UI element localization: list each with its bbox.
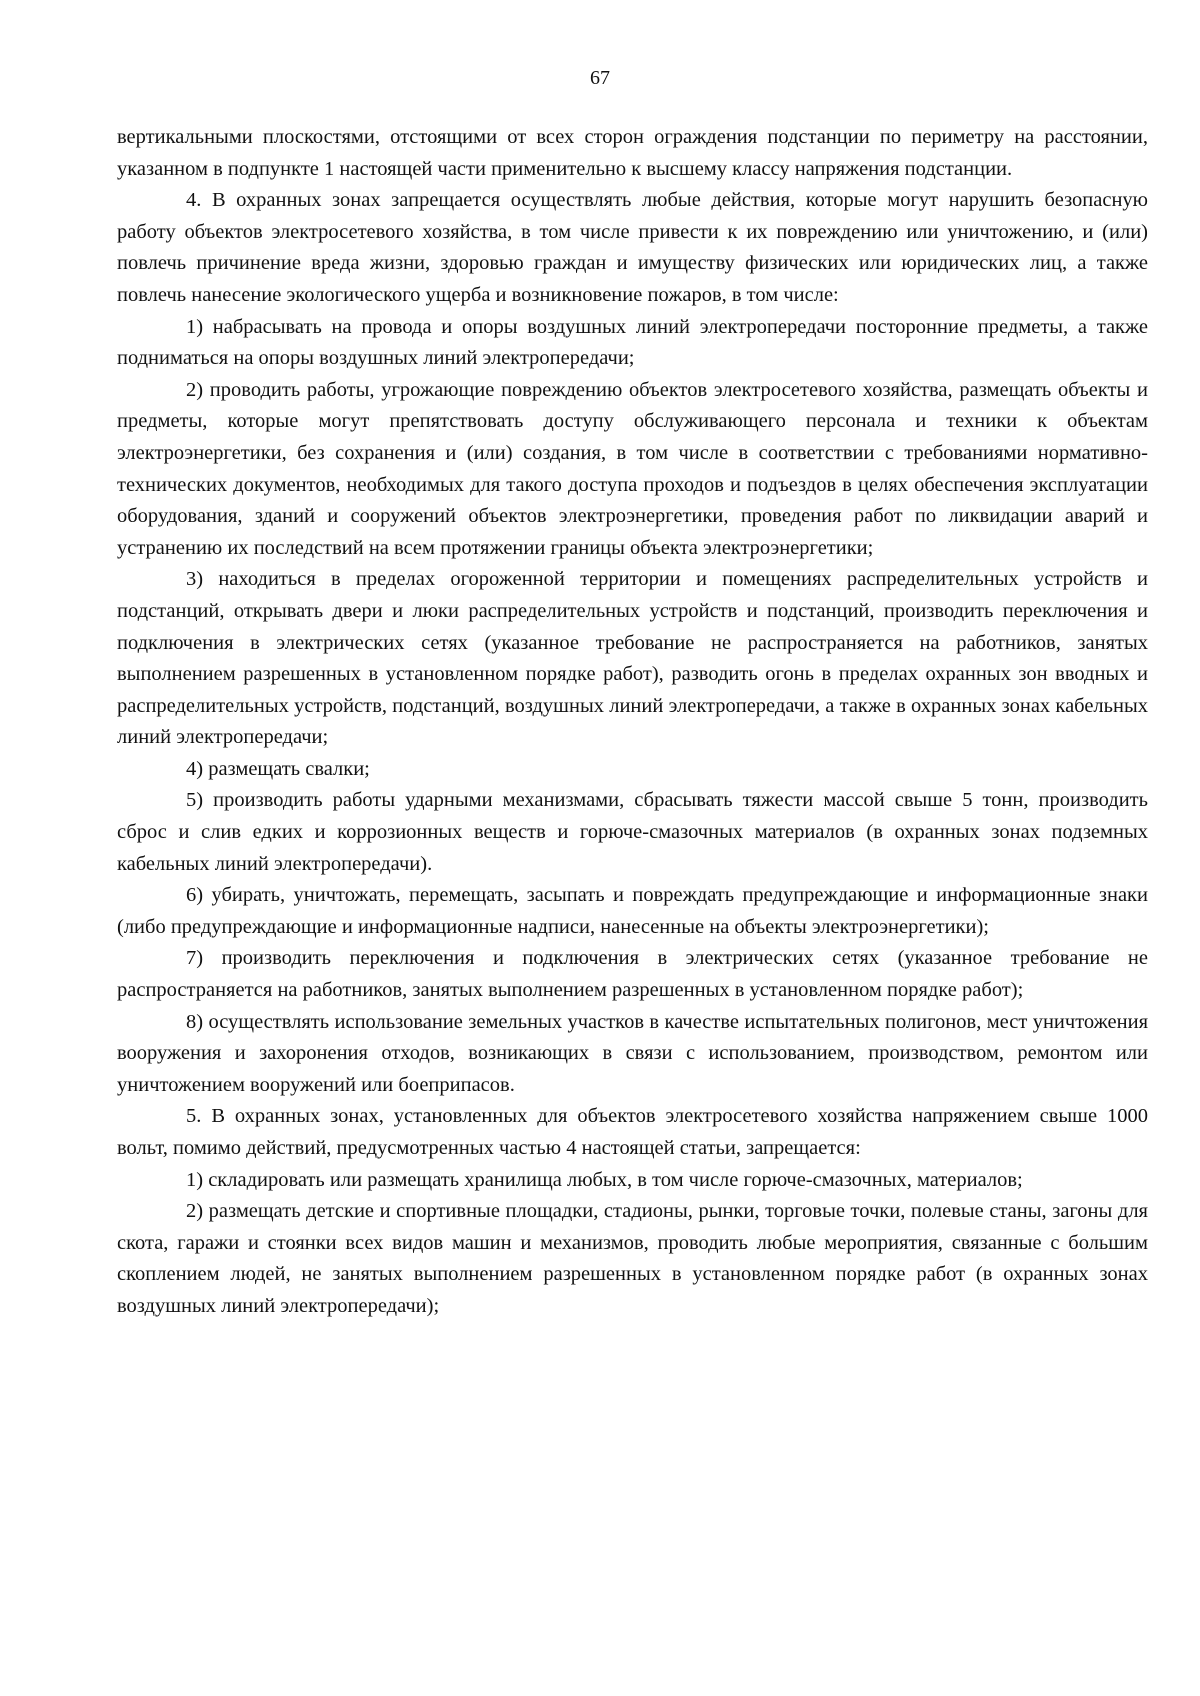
paragraph-clause-5-item-2: 2) размещать детские и спортивные площадки, стадионы, рынки, торговые точки, полевые станы, загоны для скота, гаражи и стоянки всех видов машин и механизмов, проводить любые мероприятия, связанные с большим скоплением людей, не занятых выполнением разрешенных в установленном порядке работ (в охранных зонах воздушных линий электропередачи); [117,1200,1148,1317]
paragraph-clause-4-item-8: 8) осуществлять использование земельных участков в качестве испытательных полигонов, мест уничтожения вооружения и захоронения отходов, возникающих в связи с использованием, производством, ремонтом или уничтожением вооружений или боеприпасов. [117,1010,1148,1096]
paragraph-clause-4-item-1: 1) набрасывать на провода и опоры воздушных линий электропередачи посторонние предметы, а также подниматься на опоры воздушных линий электропередачи; [117,315,1148,370]
paragraph-clause-4-item-5: 5) производить работы ударными механизмами, сбрасывать тяжести массой свыше 5 тонн, производить сброс и слив едких и коррозионных веществ и горюче-смазочных материалов (в охранных зонах подземных кабельных линий электропередачи). [117,789,1148,875]
paragraph-clause-4-item-6: 6) убирать, уничтожать, перемещать, засыпать и повреждать предупреждающие и информационные знаки (либо предупреждающие и информационные надписи, нанесенные на объекты электроэнергетики); [117,884,1148,938]
document-body [117,122,1148,1323]
page-number: 67 [590,67,610,89]
paragraph-continuation: вертикальными плоскостями, отстоящими от всех сторон ограждения подстанции по периметру на расстоянии, указанном в подпункте 1 настоящей части применительно к высшему классу напряжения подстанции. [117,126,1148,180]
paragraph-clause-5-item-1: 1) складировать или размещать хранилища любых, в том числе горюче-смазочных, материалов; [186,1168,1023,1191]
paragraph-clause-4-item-3: 3) находиться в пределах огороженной территории и помещениях распределительных устройств и подстанций, открывать двери и люки распределительных устройств и подстанций, производить переключения и подключения в электрических сетях (указанное требование не распространяется на работников, занятых выполнением разрешенных в установленном порядке работ), разводить огонь в пределах охранных зон вводных и распределительных устройств, подстанций, воздушных линий электропередачи, а также в охранных зонах кабельных линий электропередачи; [117,568,1148,749]
paragraph-clause-4-item-4: 4) размещать свалки; [186,757,370,780]
paragraph-clause-4-item-2: 2) проводить работы, угрожающие повреждению объектов электросетевого хозяйства, размещать объекты и предметы, которые могут препятствовать доступу обслуживающего персонала и техники к объектам электроэнергетики, без сохранения и (или) создания, в том числе в соответствии с требованиями нормативно-технических документов, необходимых для такого доступа проходов и подъездов в целях обеспечения эксплуатации оборудования, зданий и сооружений объектов электроэнергетики, проведения работ по ликвидации аварий и устранению их последствий на всем протяжении границы объекта электроэнергетики; [117,378,1148,559]
paragraph-clause-5: 5. В охранных зонах, установленных для объектов электросетевого хозяйства напряжением свыше 1000 вольт, помимо действий, предусмотренных частью 4 настоящей статьи, запрещается: [117,1105,1148,1159]
paragraph-clause-4: 4. В охранных зонах запрещается осуществлять любые действия, которые могут нарушить безопасную работу объектов электросетевого хозяйства, в том числе привести к их повреждению или уничтожению, и (или) повлечь причинение вреда жизни, здоровью граждан и имуществу физических или юридических лиц, а также повлечь нанесение экологического ущерба и возникновение пожаров, в том числе: [117,189,1148,306]
paragraph-clause-4-item-7: 7) производить переключения и подключения в электрических сетях (указанное требование не распространяется на работников, занятых выполнением разрешенных в установленном порядке работ); [117,947,1148,1002]
